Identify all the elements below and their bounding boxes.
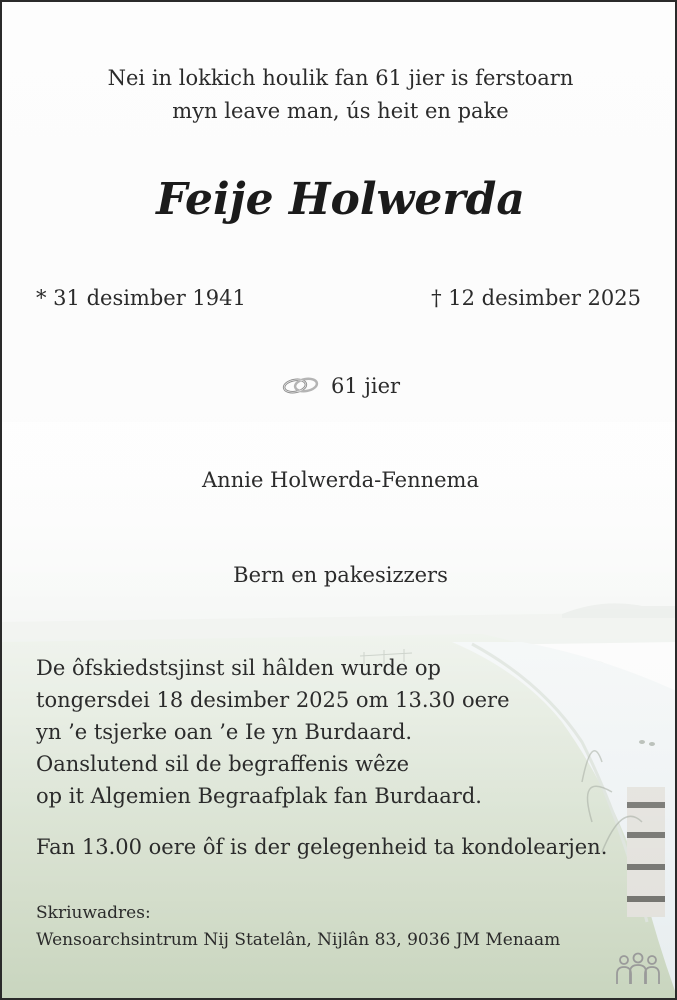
- service-line: De ôfskiedstsjinst sil hâlden wurde op: [36, 656, 441, 680]
- intro-text: [2, 62, 677, 128]
- birth-date: * 31 desimber 1941: [36, 286, 246, 310]
- wedding-rings-icon: [281, 373, 321, 397]
- family-mention: Bern en pakesizzers: [233, 563, 448, 587]
- spouse-name: Annie Holwerda-Fennema: [202, 468, 479, 492]
- service-line: yn ’e tsjerke oan ’e Ie yn Burdaard.: [36, 720, 413, 744]
- address-line: Wensoarchsintrum Nij Statelân, Nijlân 83, 9036 JM Menaam: [36, 930, 561, 950]
- marriage-years: 61 jier: [330, 374, 401, 398]
- deceased-name: Feije Holwerda: [156, 174, 525, 225]
- marriage-duration: [2, 374, 677, 400]
- death-date: † 12 desimber 2025: [431, 286, 641, 310]
- service-details: [36, 652, 510, 812]
- intro-line-1: Nei in lokkich houlik fan 61 jier is ferstoarn: [107, 66, 574, 90]
- address-label: Skriuwadres:: [36, 903, 151, 923]
- people-group-icon: [615, 952, 661, 986]
- condolence-text: Fan 13.00 oere ôf is der gelegenheid ta kondolearjen.: [36, 835, 608, 859]
- service-line: Oanslutend sil de begraffenis wêze: [36, 752, 410, 776]
- intro-line-2: myn leave man, ús heit en pake: [172, 99, 509, 123]
- service-line: op it Algemien Begraafplak fan Burdaard.: [36, 784, 482, 808]
- service-line: tongersdei 18 desimber 2025 om 13.30 oere: [36, 688, 510, 712]
